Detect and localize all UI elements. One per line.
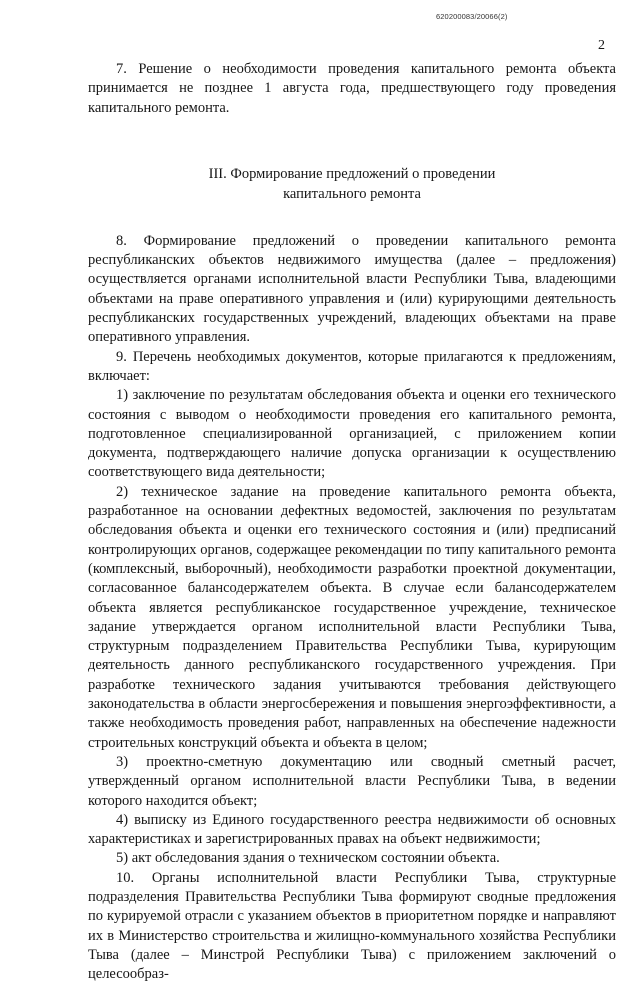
section-heading <box>88 164 616 204</box>
document-code: 620200083/20066(2) <box>436 12 508 21</box>
paragraph-10: 10. Органы исполнительной власти Республики Тыва, структурные подразделения Правительства Республики Тыва формируют сводные предложения по курируемой отрасли с указанием объектов в приоритетном порядке и направляют их в Министерство строительства и жилищно-коммунального хозяйства Республики Тыва (далее – Минстрой Республики Тыва) с приложением заключений о целесообраз- <box>88 869 616 983</box>
paragraph-7: 7. Решение о необходимости проведения капитального ремонта объекта принимается не позднее 1 августа года, предшествующего году проведения капитального ремонта. <box>88 61 616 116</box>
paragraph-9: 9. Перечень необходимых документов, которые прилагаются к предложениям, включает: <box>88 348 616 384</box>
paragraph-8: 8. Формирование предложений о проведении капитального ремонта республиканских объектов недвижимого имущества (далее – предложения) осуществляется органами исполнительной власти Республики Тыва, владеющими объектами на праве оперативного управления и (или) курирующими деятельность республиканских государственных учреждений, владеющих объектами на праве оперативного управления. <box>88 232 616 346</box>
page-number: 2 <box>598 38 605 53</box>
section-heading-line-1: III. Формирование предложений о проведении <box>208 165 496 182</box>
section-heading-line-2: капитального ремонта <box>283 185 421 202</box>
document-body <box>88 60 616 984</box>
paragraph-9-item-2: 2) техническое задание на проведение капитального ремонта объекта, разработанное на основании дефектных ведомостей, заключения по результатам обследования объекта и оценки его технического состояния и (или) предписаний контролирующих органов, содержащее рекомендации по типу капитального ремонта (комплексный, выборочный), необходимости разработки проектной документации, согласованное балансодержателем объекта. В случае если балансодержателем объекта является республиканское государственное учреждение, техническое задание утверждается органом исполнительной власти Республики Тыва, структурным подразделением Правительства Республики Тыва, курирующим деятельность данного республиканского государственного учреждения. При разработке технического задания учитываются требования действующего законодательства в области энергосбережения и повышения энергоэффективности, а также необходимость проведения работ, направленных на обеспечение надежности строительных конструкций объекта и объекта в целом; <box>88 483 616 751</box>
paragraph-9-item-3: 3) проектно-сметную документацию или сводный сметный расчет, утвержденный органом исполнительной власти Республики Тыва, в ведении которого находится объект; <box>88 753 616 809</box>
paragraph-9-item-4: 4) выписку из Единого государственного реестра недвижимости об основных характеристиках и зарегистрированных правах на объект недвижимости; <box>88 811 616 848</box>
paragraph-9-item-5: 5) акт обследования здания о техническом состоянии объекта. <box>116 850 500 867</box>
paragraph-9-item-1: 1) заключение по результатам обследования объекта и оценки его технического состояния с выводом о необходимости проведения его капитального ремонта, подготовленное специализированной организацией, с приложением копии документа, подтверждающего наличие допуска организации к осуществлению соответствующего вида деятельности; <box>88 387 616 481</box>
